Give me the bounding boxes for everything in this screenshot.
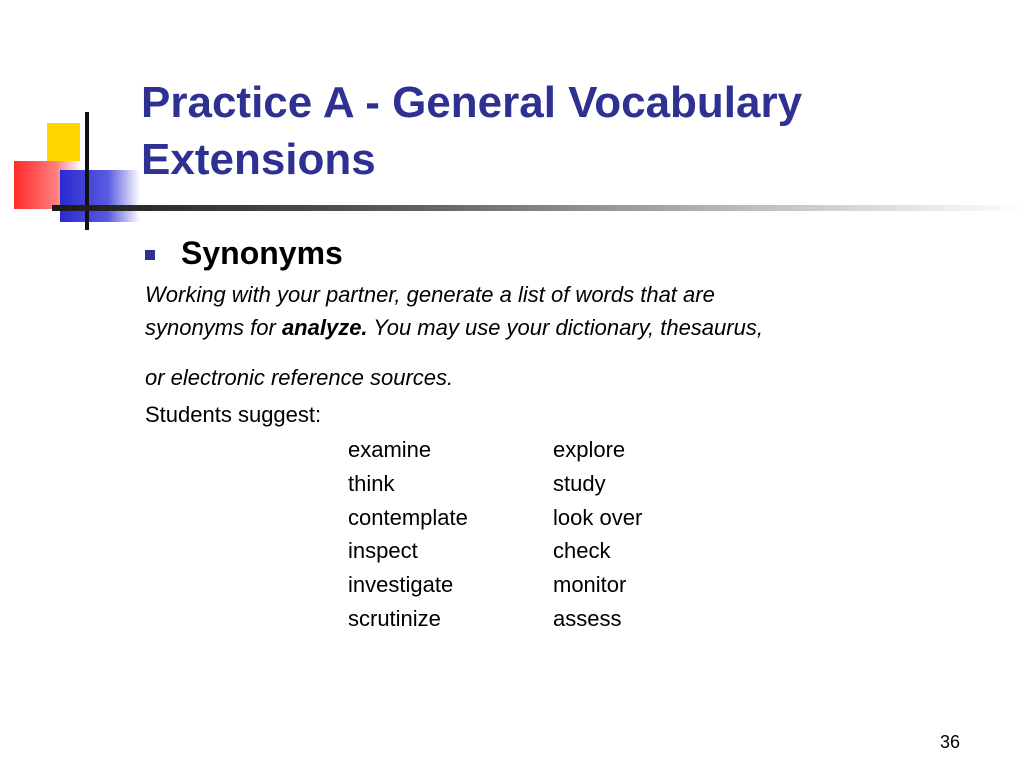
synonym-word: explore (553, 437, 626, 462)
synonym-word: think (348, 470, 395, 496)
synonym-word: investigate (348, 572, 454, 598)
instruction-suffix: You may use your dictionary, thesaurus, (367, 315, 763, 340)
synonym-word-grid (348, 433, 703, 636)
title-divider (52, 205, 1024, 211)
students-suggest-label: Students suggest: (145, 402, 322, 427)
synonym-word: scrutinize (348, 605, 441, 631)
synonym-word: inspect (348, 538, 418, 564)
yellow-square (47, 123, 80, 163)
synonym-word: study (553, 470, 606, 496)
slide-title (141, 74, 1001, 188)
instruction-keyword: analyze. (281, 315, 368, 340)
instruction-prefix: synonyms for (145, 315, 282, 340)
decorative-squares-graphic (0, 0, 150, 240)
synonym-word: look over (553, 504, 643, 530)
synonym-word: examine (348, 437, 432, 462)
vertical-line (85, 112, 89, 230)
instruction-line-3: or electronic reference sources. (145, 365, 454, 390)
blue-square (60, 170, 140, 222)
instruction-line-2 (145, 314, 763, 342)
title-line-2: Extensions (141, 135, 376, 184)
synonym-word: monitor (553, 572, 627, 598)
page-number: 36 (940, 732, 961, 752)
synonym-word: check (553, 538, 611, 564)
synonym-word: contemplate (348, 504, 468, 530)
title-line-1: Practice A - General Vocabulary (141, 78, 803, 127)
bullet-square-icon (145, 250, 155, 260)
synonym-word: assess (553, 605, 622, 631)
bullet-heading: Synonyms (181, 235, 343, 271)
instruction-line-1: Working with your partner, generate a list of words that are (145, 282, 715, 307)
